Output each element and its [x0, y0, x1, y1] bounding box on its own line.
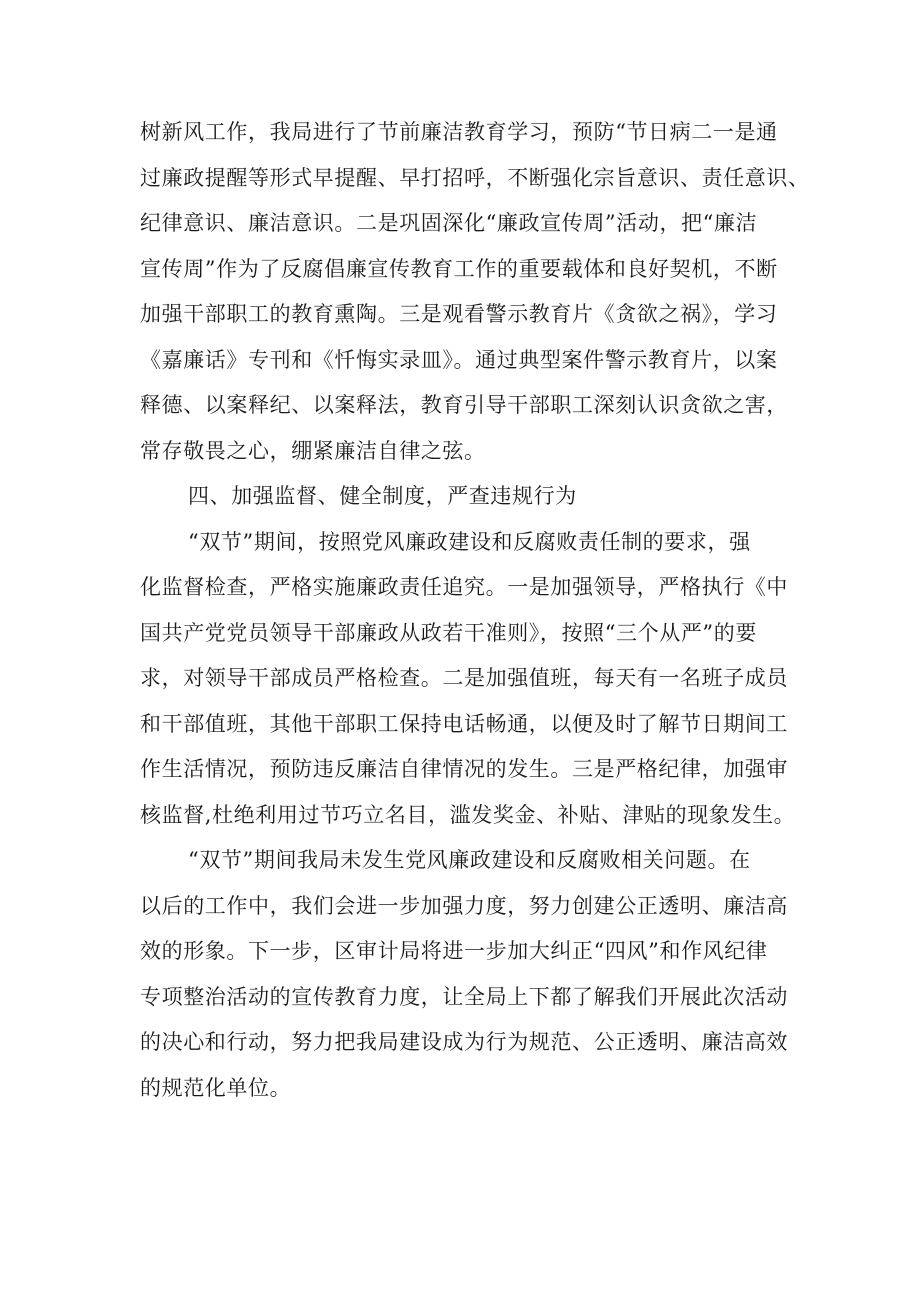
section-heading: 四、加强监督、健全制度，严查违规行为 [188, 484, 577, 508]
text-line: 专项整治活动的宣传教育力度，让全局上下都了解我们开展此次活动 [140, 984, 788, 1009]
text-line: 纪律意识、廉洁意识。二是巩固深化“廉政宣传周”活动，把“廉洁 [140, 211, 758, 235]
text-line: 和干部值班，其他干部职工保持电话畅通，以便及时了解节日期间工 [140, 711, 788, 736]
text-line: 树新风工作，我局进行了节前廉洁教育学习，预防“节日病二一是通 [140, 120, 778, 144]
paragraph-first-line: “双节”期间，按照党风廉政建设和反腐败责任制的要求，强 [188, 529, 751, 554]
text-line: 作生活情况，预防违反廉洁自律情况的发生。三是严格纪律，加强审 [140, 757, 788, 781]
text-line: 效的形象。下一步，区审计局将进一步加大纠正“四风”和作风纪律 [140, 939, 768, 963]
text-line: 的规范化单位。 [140, 1075, 292, 1100]
document-body [140, 110, 810, 1111]
text-line: 常存敬畏之心，绷紧廉洁自律之弦。 [140, 438, 486, 463]
text-line: 化监督检查，严格实施廉政责任追究。一是加强领导，严格执行《中 [140, 575, 788, 599]
text-line: 求，对领导干部成员严格检查。二是加强值班，每天有一名班子成员 [140, 666, 788, 690]
text-line: 的决心和行动，努力把我局建设成为行为规范、公正透明、廉洁高效 [140, 1030, 788, 1054]
text-line: 加强干部职工的教育熏陶。三是观看警示教育片《贪欲之祸》，学习 [140, 302, 778, 326]
text-line: 以后的工作中，我们会进一步加强力度，努力创建公正透明、廉洁高 [140, 893, 788, 918]
text-line: 过廉政提醒等形式早提醒、早打招呼，不断强化宗旨意识、责任意识、 [140, 165, 810, 190]
text-line: 宣传周”作为了反腐倡廉宣传教育工作的重要载体和良好契机，不断 [140, 256, 778, 281]
text-line: 国共产党党员领导干部廉政从政若干准则》，按照“三个从严”的要 [140, 620, 757, 645]
text-line: 核监督,杜绝利用过节巧立名目，滥发奖金、补贴、津贴的现象发生。 [140, 802, 796, 827]
paragraph-first-line: “双节”期间我局未发生党风廉政建设和反腐败相关问题。在 [188, 848, 751, 872]
text-line: 释德、以案释纪、以案释法，教育引导干部职工深刻认识贪欲之害， [140, 393, 788, 417]
text-line: 《嘉廉话》专刊和《忏悔实录皿》。通过典型案件警示教育片，以案 [140, 347, 778, 372]
